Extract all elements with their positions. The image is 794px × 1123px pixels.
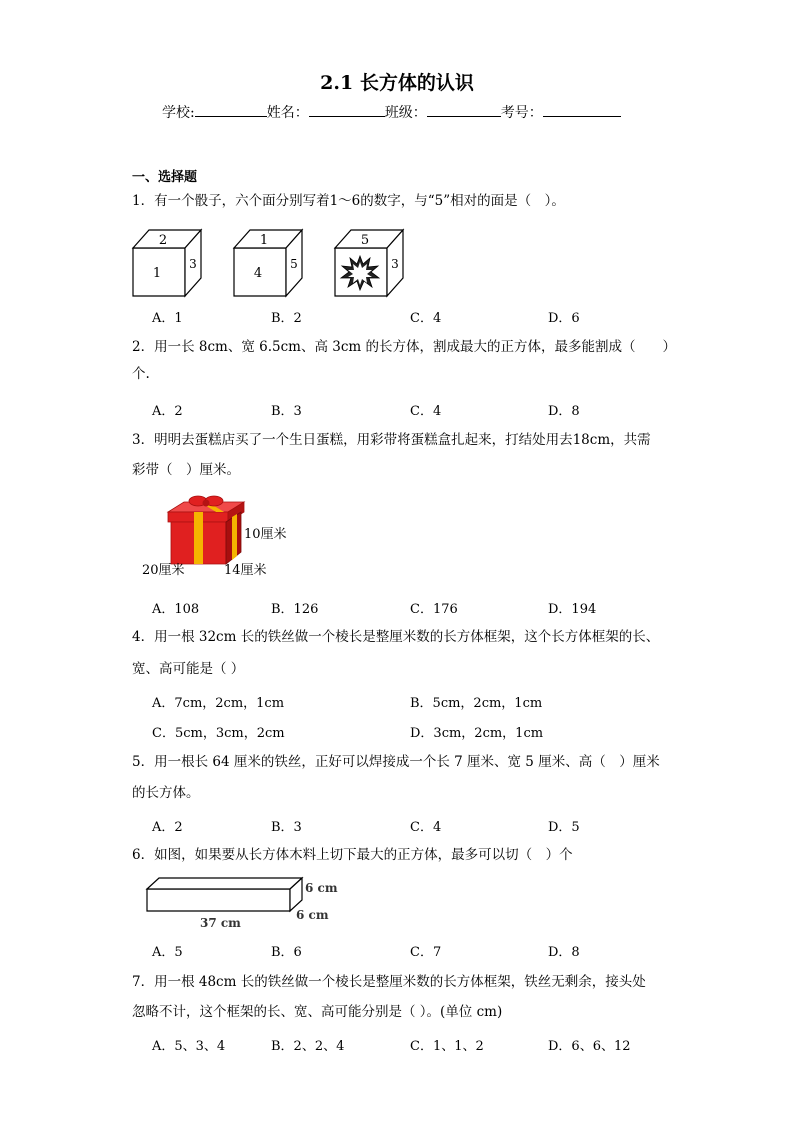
cuboid-shape	[147, 878, 302, 911]
question-3-line2: 彩带（ ）厘米。	[132, 462, 240, 478]
gift-width-label: 14厘米	[224, 563, 267, 578]
die-1	[133, 230, 201, 296]
question-5-line2: 的长方体。	[132, 785, 200, 801]
class-label: 班级：	[384, 105, 427, 121]
name-blank[interactable]	[309, 102, 385, 117]
q5-option-b[interactable]: B．3	[271, 820, 302, 835]
question-7-line1: 7．用一根 48cm 长的铁丝做一个棱长是整厘米数的长方体框架，铁丝无剩余，接头处	[132, 974, 646, 990]
q4-option-d[interactable]: D．3cm，2cm，1cm	[410, 726, 544, 741]
q6-option-a[interactable]: A．5	[152, 945, 183, 960]
q1-option-d[interactable]: D．6	[548, 311, 580, 326]
q3-option-c[interactable]: C．176	[410, 602, 458, 617]
die-3	[335, 230, 403, 296]
q1-option-b[interactable]: B．2	[271, 311, 302, 326]
q3-gift-box-figure	[140, 494, 300, 584]
die-1-front: 1	[152, 266, 162, 281]
q7-option-d[interactable]: D．6、6、12	[548, 1039, 631, 1054]
cuboid-height-label: 6 cm	[305, 881, 338, 895]
q1-dice-figure	[130, 224, 420, 300]
gift-length-label: 20厘米	[142, 563, 185, 578]
q4-option-b[interactable]: B．5cm，2cm，1cm	[410, 696, 543, 711]
question-1-text: 1．有一个骰子，六个面分别写着1～6的数字，与“5”相对的面是（ ）。	[132, 193, 565, 209]
q7-option-b[interactable]: B．2、2、4	[271, 1039, 345, 1054]
class-blank[interactable]	[427, 102, 501, 117]
question-6-text: 6．如图，如果要从长方体木料上切下最大的正方体，最多可以切（ ）个	[132, 847, 573, 863]
q4-option-c[interactable]: C．5cm，3cm，2cm	[152, 726, 285, 741]
q2-option-b[interactable]: B．3	[271, 404, 302, 419]
question-5-line1: 5．用一根长 64 厘米的铁丝，正好可以焊接成一个长 7 厘米、宽 5 厘米、高（ ）厘米	[132, 754, 660, 770]
q2-option-d[interactable]: D．8	[548, 404, 580, 419]
question-2-line2: 个.	[132, 366, 150, 382]
q3-option-a[interactable]: A．108	[152, 602, 200, 617]
q7-option-c[interactable]: C．1、1、2	[410, 1039, 484, 1054]
q5-option-c[interactable]: C．4	[410, 820, 442, 835]
die-2-front: 4	[253, 266, 263, 281]
cuboid-length-label: 37 cm	[200, 916, 241, 930]
q3-option-d[interactable]: D．194	[548, 602, 597, 617]
die-2-side: 5	[290, 257, 298, 271]
q6-option-d[interactable]: D．8	[548, 945, 580, 960]
die-2-top: 1	[259, 233, 269, 248]
cuboid-width-label: 6 cm	[296, 908, 329, 922]
school-label: 学校:	[162, 105, 195, 121]
gift-height-label: 10厘米	[244, 527, 287, 542]
q5-option-a[interactable]: A．2	[152, 820, 183, 835]
die-1-top: 2	[158, 233, 168, 248]
q6-option-b[interactable]: B．6	[271, 945, 302, 960]
question-7-line2: 忽略不计，这个框架的长、宽、高可能分别是（ ）。(单位 cm)	[132, 1004, 503, 1020]
die-2	[234, 230, 302, 296]
q2-option-c[interactable]: C．4	[410, 404, 442, 419]
q5-option-d[interactable]: D．5	[548, 820, 580, 835]
name-label: 姓名：	[266, 105, 309, 121]
die-1-side: 3	[189, 257, 197, 271]
number-blank[interactable]	[543, 102, 621, 117]
question-4-line1: 4．用一根 32cm 长的铁丝做一个棱长是整厘米数的长方体框架，这个长方体框架的长、	[132, 629, 660, 645]
question-4-line2: 宽、高可能是（ ）	[132, 661, 245, 677]
question-2-line1: 2．用一长 8cm、宽 6.5cm、高 3cm 的长方体，割成最大的正方体，最多能割成（ ）	[132, 339, 676, 355]
gift-box-icon	[168, 496, 244, 564]
number-label: 考号：	[500, 105, 543, 121]
section-heading: 一、选择题	[132, 170, 198, 185]
q7-option-a[interactable]: A．5、3、4	[152, 1039, 226, 1054]
q1-option-a[interactable]: A．1	[152, 311, 183, 326]
page-title: 2.1 长方体的认识	[320, 72, 474, 94]
q2-option-a[interactable]: A．2	[152, 404, 183, 419]
q6-cuboid-figure	[140, 872, 350, 934]
q6-option-c[interactable]: C．7	[410, 945, 442, 960]
q4-option-a[interactable]: A．7cm，2cm，1cm	[152, 696, 285, 711]
question-3-line1: 3．明明去蛋糕店买了一个生日蛋糕，用彩带将蛋糕盒扎起来，打结处用去18cm，共需	[132, 432, 651, 448]
q3-option-b[interactable]: B．126	[271, 602, 319, 617]
school-blank[interactable]	[195, 102, 267, 117]
die-3-top: 5	[360, 233, 370, 248]
student-info-line	[162, 102, 621, 122]
die-3-side: 3	[391, 257, 399, 271]
q1-option-c[interactable]: C．4	[410, 311, 442, 326]
